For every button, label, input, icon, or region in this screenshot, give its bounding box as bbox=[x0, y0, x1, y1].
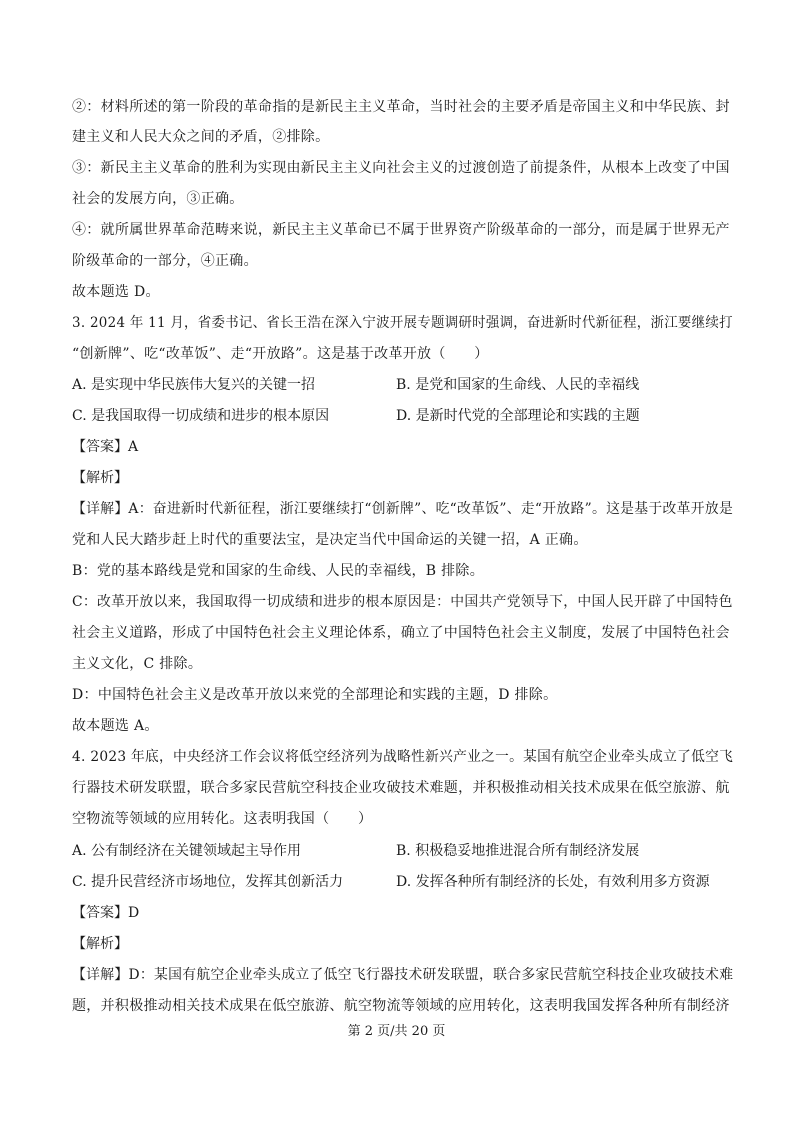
text-line: 故本题选 D。 bbox=[72, 284, 160, 300]
question-3-option-a: A. 是实现中华民族伟大复兴的关键一招 bbox=[72, 377, 316, 393]
question-3-detail: 党和人民大踏步赶上时代的重要法宝，是决定当代中国命运的关键一招，A 正确。 bbox=[72, 532, 588, 548]
text-line: ④：就所属世界革命范畴来说，新民主主义革命已不属于世界资产阶级革命的一部分，而是属于世界无产 bbox=[72, 222, 730, 238]
question-4-option-b: B. 积极稳妥地推进混合所有制经济发展 bbox=[396, 843, 640, 859]
question-3-option-b: B. 是党和国家的生命线、人民的幸福线 bbox=[396, 377, 640, 393]
question-4-stem: 行器技术研发联盟，联合多家民营航空科技企业攻破技术难题，并积极推动相关技术成果在低空旅游、航 bbox=[72, 780, 730, 796]
question-3-detail: 社会主义道路，形成了中国特色社会主义理论体系，确立了中国特色社会主义制度，发展了中国特色社会 bbox=[72, 625, 730, 641]
question-3-answer: 【答案】A bbox=[72, 439, 139, 455]
question-4-stem: 4. 2023 年底，中央经济工作会议将低空经济列为战略性新兴产业之一。某国有航空企业牵头成立了低空飞 bbox=[72, 749, 734, 765]
question-4-option-a: A. 公有制经济在关键领域起主导作用 bbox=[72, 843, 302, 859]
question-4-option-d: D. 发挥各种所有制经济的长处，有效利用多方资源 bbox=[396, 874, 710, 890]
question-3-detail: B：党的基本路线是党和国家的生命线、人民的幸福线，B 排除。 bbox=[72, 563, 485, 579]
question-4-analysis-label: 【解析】 bbox=[72, 936, 128, 952]
question-4-answer: 【答案】D bbox=[72, 905, 140, 921]
question-4-detail: 【详解】D：某国有航空企业牵头成立了低空飞行器技术研发联盟，联合多家民营航空科技企业攻破技术难 bbox=[72, 967, 734, 983]
question-3-detail: C：改革开放以来，我国取得一切成绩和进步的根本原因是：中国共产党领导下，中国人民开辟了中国特色 bbox=[72, 594, 733, 610]
question-3-detail: 【详解】A：奋进新时代新征程，浙江要继续打“创新牌”、吃“改革饭”、走“开放路”。这是基于改革开放是 bbox=[72, 501, 734, 517]
question-4-stem: 空物流等领域的应用转化。这表明我国（ ） bbox=[72, 811, 373, 827]
page-number-footer: 第 2 页/共 20 页 bbox=[347, 1024, 446, 1039]
question-4-detail: 题，并积极推动相关技术成果在低空旅游、航空物流等领域的应用转化，这表明我国发挥各种所有制经济 bbox=[72, 998, 730, 1014]
question-3-analysis-label: 【解析】 bbox=[72, 470, 128, 486]
question-3-detail: 主义文化，C 排除。 bbox=[72, 656, 203, 672]
question-3-stem: 3. 2024 年 11 月，省委书记、省长王浩在深入宁波开展专题调研时强调，奋进新时代新征程，浙江要继续打 bbox=[72, 315, 733, 331]
text-line: 阶级革命的一部分，④正确。 bbox=[72, 253, 258, 269]
question-4-option-c: C. 提升民营经济市场地位，发挥其创新活力 bbox=[72, 874, 344, 890]
question-3-option-d: D. 是新时代党的全部理论和实践的主题 bbox=[396, 408, 640, 424]
question-3-detail: D：中国特色社会主义是改革开放以来党的全部理论和实践的主题，D 排除。 bbox=[72, 687, 558, 703]
text-line: ③：新民主主义革命的胜利为实现由新民主主义向社会主义的过渡创造了前提条件，从根本上改变了中国 bbox=[72, 160, 730, 176]
text-line: ②：材料所述的第一阶段的革命指的是新民主主义革命，当时社会的主要矛盾是帝国主义和中华民族、封 bbox=[72, 99, 730, 115]
text-line: 建主义和人民大众之间的矛盾，②排除。 bbox=[72, 129, 330, 145]
text-line: 社会的发展方向，③正确。 bbox=[72, 191, 244, 207]
question-3-option-c: C. 是我国取得一切成绩和进步的根本原因 bbox=[72, 408, 330, 424]
question-3-stem: “创新牌”、吃“改革饭”、走“开放路”。这是基于改革开放（ ） bbox=[72, 346, 489, 362]
question-3-detail: 故本题选 A。 bbox=[72, 718, 159, 734]
